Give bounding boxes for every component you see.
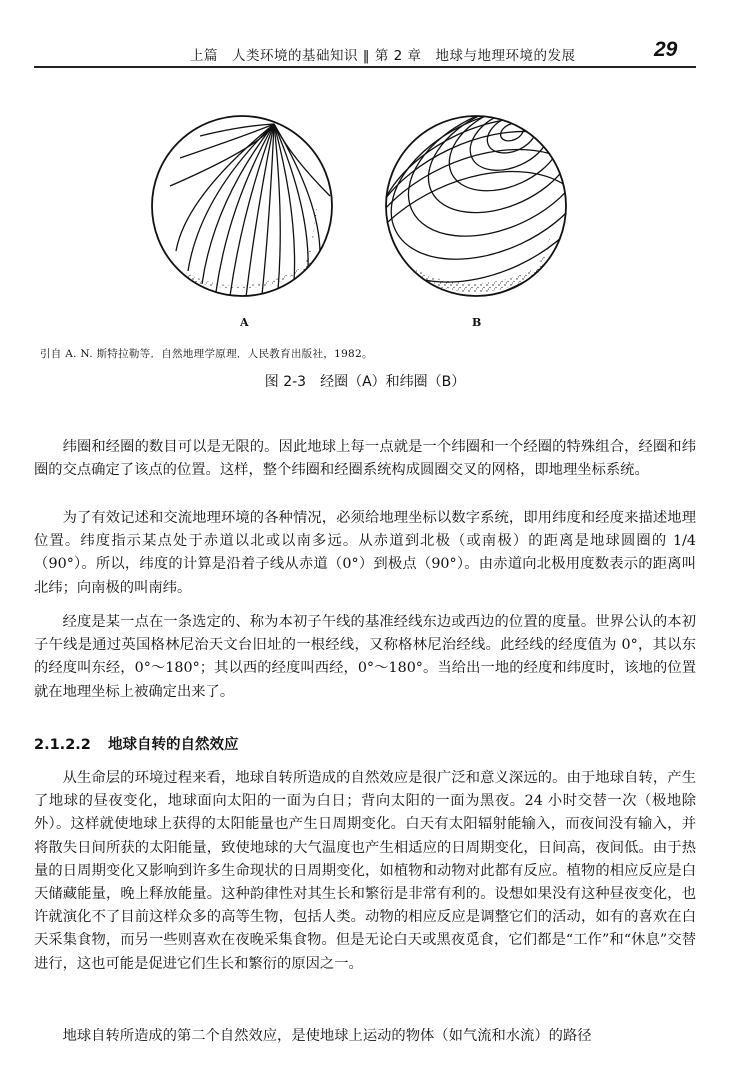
paragraph-3: 经度是某一点在一条选定的、称为本初子午线的基准经线东边或西边的位置的度量。世界公认的本初子午线是通过英国格林尼治天文台旧址的一根经线，又称格林尼治经线。此经线的经度值为 0°，其以东的经度叫东经，0°～180°；其以西的经度叫西经，0°～180°。当给出一地的经度和纬度时，该地的位置就在地理坐标上被确定出来了。: [34, 614, 696, 700]
paragraph-2: 为了有效记述和交流地理环境的各种情况，必须给地理坐标以数字系统，即用纬度和经度来描述地理位置。纬度指示某点处于赤道以北或以南多远。从赤道到北极（或南极）的距离是地球圆圈的 1/4（90°）。所以，纬度的计算是沿着子线从赤道（0°）到极点（90°）。由赤道向北极用度数表示的距离叫北纬；向南极的叫南纬。: [34, 510, 696, 596]
globe-a-meridians: [152, 116, 332, 301]
running-title: 上篇 人类环境的基础知识 ‖ 第 2 章 地球与地理环境的发展: [190, 48, 576, 64]
figure-label-b: B: [472, 316, 482, 329]
globes-illustration: [150, 86, 580, 336]
header-rule: [34, 66, 696, 68]
section-number: 2.1.2.2: [34, 737, 91, 753]
figure-globes: [150, 86, 580, 336]
section-heading: [34, 733, 238, 754]
paragraph-4: 从生命层的环境过程来看，地球自转所造成的自然效应是很广泛和意义深远的。由于地球自转，产生了地球的昼夜变化，地球面向太阳的一面为白日；背向太阳的一面为黑夜。24 小时交替一次（极地除外）。这样就使地球上获得的太阳能量也产生日周期变化。白天有太阳辐射能输入，而夜间没有输入，并将散失日间所获的太阳能量，致使地球的大气温度也产生相适应的日周期变化，日间高，夜间低。由于热量的日周期变化又影响到许多生命现状的日周期变化，如植物和动物对此都有反应。植物的相应反应是白天储藏能量，晚上释放能量。这种韵律性对其生长和繁衍是非常有利的。设想如果没有这种昼夜变化，也许就演化不了目前这样众多的高等生物，包括人类。动物的相应反应是调整它们的活动，如有的喜欢在白天采集食物，而另一些则喜欢在夜晚采集食物。但是无论白天或黑夜觅食，它们都是“工作”和“休息”交替进行，这也可能是促进它们生长和繁衍的原因之一。: [34, 770, 696, 972]
figure-caption: 图 2-3 经圈（A）和纬圈（B）: [264, 374, 466, 390]
section-title: 地球自转的自然效应: [107, 737, 239, 753]
paragraph-1: 纬圈和经圈的数目可以是无限的。因此地球上每一点就是一个纬圈和一个经圈的特殊组合，经圈和纬圈的交点确定了该点的位置。这样，整个纬圈和经圈系统构成圆圈交叉的网格，即地理坐标系统。: [34, 439, 696, 479]
figure-label-a: A: [240, 316, 249, 329]
paragraph-5: 地球自转所造成的第二个自然效应，是使地球上运动的物体（如气流和水流）的路径: [62, 1028, 592, 1044]
running-header: [0, 36, 730, 70]
page-number: 29: [654, 38, 678, 61]
figure-source: 引自 A. N. 斯特拉勒等．自然地理学原理．人民教育出版社，1982。: [40, 348, 373, 360]
globe-b-parallels: [323, 86, 580, 336]
